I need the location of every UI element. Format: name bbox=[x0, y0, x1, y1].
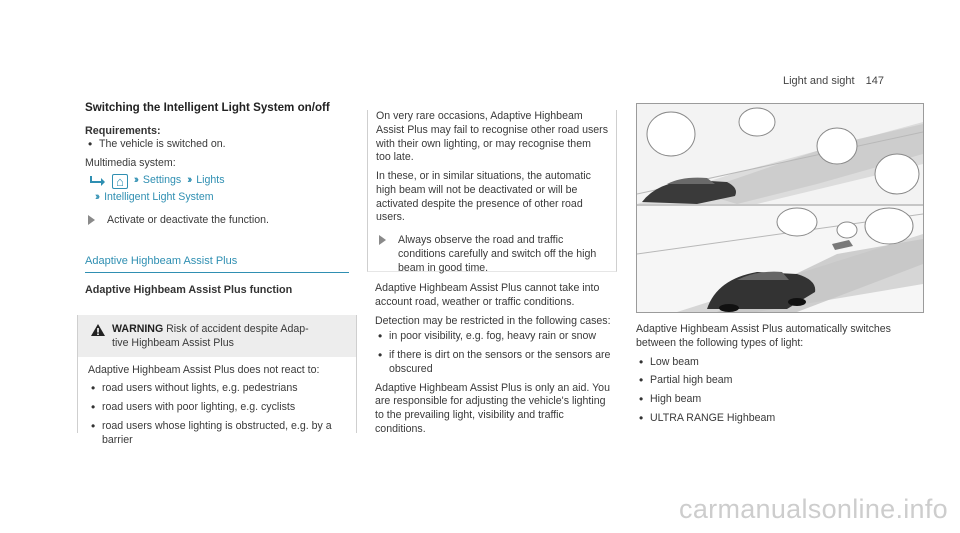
list-item: • Partial high beam bbox=[636, 374, 896, 388]
section-title: Light and sight bbox=[783, 75, 855, 87]
warning-label: WARNING bbox=[112, 322, 164, 335]
light-types-list bbox=[636, 356, 896, 426]
column-1 bbox=[85, 100, 349, 446]
list-item: • road users whose lighting is obstructed, e.g. by a barrier bbox=[88, 420, 346, 448]
page-number: 147 bbox=[865, 75, 884, 87]
figure-caption: Adaptive Highbeam Assist Plus automatically switches between the following types of light: bbox=[636, 323, 891, 349]
chevron-right-icon: ›› bbox=[133, 174, 137, 187]
chevron-right-icon: ›› bbox=[95, 190, 99, 203]
warning-box bbox=[77, 315, 357, 446]
list-item: • ULTRA RANGE Highbeam bbox=[636, 412, 896, 426]
step-text: Activate or deactivate the function. bbox=[107, 214, 269, 227]
list-item: • in poor visibility, e.g. fog, heavy rain or snow bbox=[375, 330, 617, 344]
list-item: • if there is dirt on the sensors or the sensors are obscured bbox=[375, 349, 617, 377]
warning-header bbox=[78, 315, 356, 358]
warning-list bbox=[88, 382, 346, 447]
settings-link[interactable]: Settings bbox=[142, 174, 182, 187]
detection-cases-list bbox=[375, 330, 617, 376]
warning-body bbox=[78, 357, 356, 447]
note-paragraph: On very rare occasions, Adaptive Highbeam Assist Plus may fail to recognise other road users with their own lighting, or may recognise them too late. bbox=[376, 110, 608, 164]
note-paragraph: In these, or in similar situations, the automatic high beam will not be deactivated or will be activated despite the presence of other road users. bbox=[376, 170, 591, 224]
warning-text-line2: tive Highbeam Assist Plus bbox=[112, 336, 234, 349]
note-box bbox=[367, 110, 617, 272]
section-heading: Switching the Intelligent Light System on/off bbox=[85, 101, 330, 114]
list-item: • Low beam bbox=[636, 356, 896, 370]
list-item: • road users with poor lighting, e.g. cyclists bbox=[88, 401, 346, 415]
lights-link[interactable]: Lights bbox=[196, 174, 225, 187]
paragraph: Detection may be restricted in the following cases: bbox=[375, 314, 611, 327]
warning-text-line1: Risk of accident despite Adap- bbox=[166, 322, 309, 335]
step-arrow-icon bbox=[88, 215, 95, 225]
column-2 bbox=[375, 110, 617, 437]
menu-path bbox=[85, 174, 349, 205]
warning-intro: Adaptive Highbeam Assist Plus does not react to: bbox=[88, 364, 320, 377]
menu-enter-icon bbox=[89, 175, 107, 187]
list-item: • road users without lights, e.g. pedestrians bbox=[88, 382, 346, 396]
highbeam-illustration bbox=[636, 103, 924, 313]
chevron-right-icon: ›› bbox=[187, 174, 191, 187]
warning-icon bbox=[90, 323, 106, 337]
paragraph: Adaptive Highbeam Assist Plus is only an aid. You are responsible for adjusting the vehicle's lighting to the prevailing light, visibility and traffic conditions. bbox=[375, 381, 610, 435]
subheading: Adaptive Highbeam Assist Plus function bbox=[85, 283, 293, 296]
page-header bbox=[783, 74, 923, 88]
home-icon[interactable]: ⌂ bbox=[112, 174, 128, 189]
list-item: • High beam bbox=[636, 393, 896, 407]
column-3 bbox=[636, 323, 896, 431]
note-step bbox=[376, 234, 608, 275]
adaptive-highbeam-link-heading[interactable]: Adaptive Highbeam Assist Plus bbox=[85, 254, 349, 273]
requirements-list bbox=[85, 138, 349, 152]
paragraph: Adaptive Highbeam Assist Plus cannot take into account road, weather or traffic conditions. bbox=[375, 282, 600, 308]
list-item: • The vehicle is switched on. bbox=[85, 138, 349, 152]
illustration-drawing bbox=[637, 104, 923, 312]
watermark: carmanualsonline.info bbox=[679, 493, 948, 524]
requirements-label: Requirements: bbox=[85, 125, 161, 138]
multimedia-label: Multimedia system: bbox=[85, 156, 176, 169]
note-step-text: Always observe the road and traffic conditions carefully and switch off the high beam in good time. bbox=[398, 234, 597, 274]
step-arrow-icon bbox=[379, 235, 386, 245]
intelligent-light-system-link[interactable]: Intelligent Light System bbox=[104, 190, 214, 203]
instruction-step bbox=[85, 214, 349, 228]
